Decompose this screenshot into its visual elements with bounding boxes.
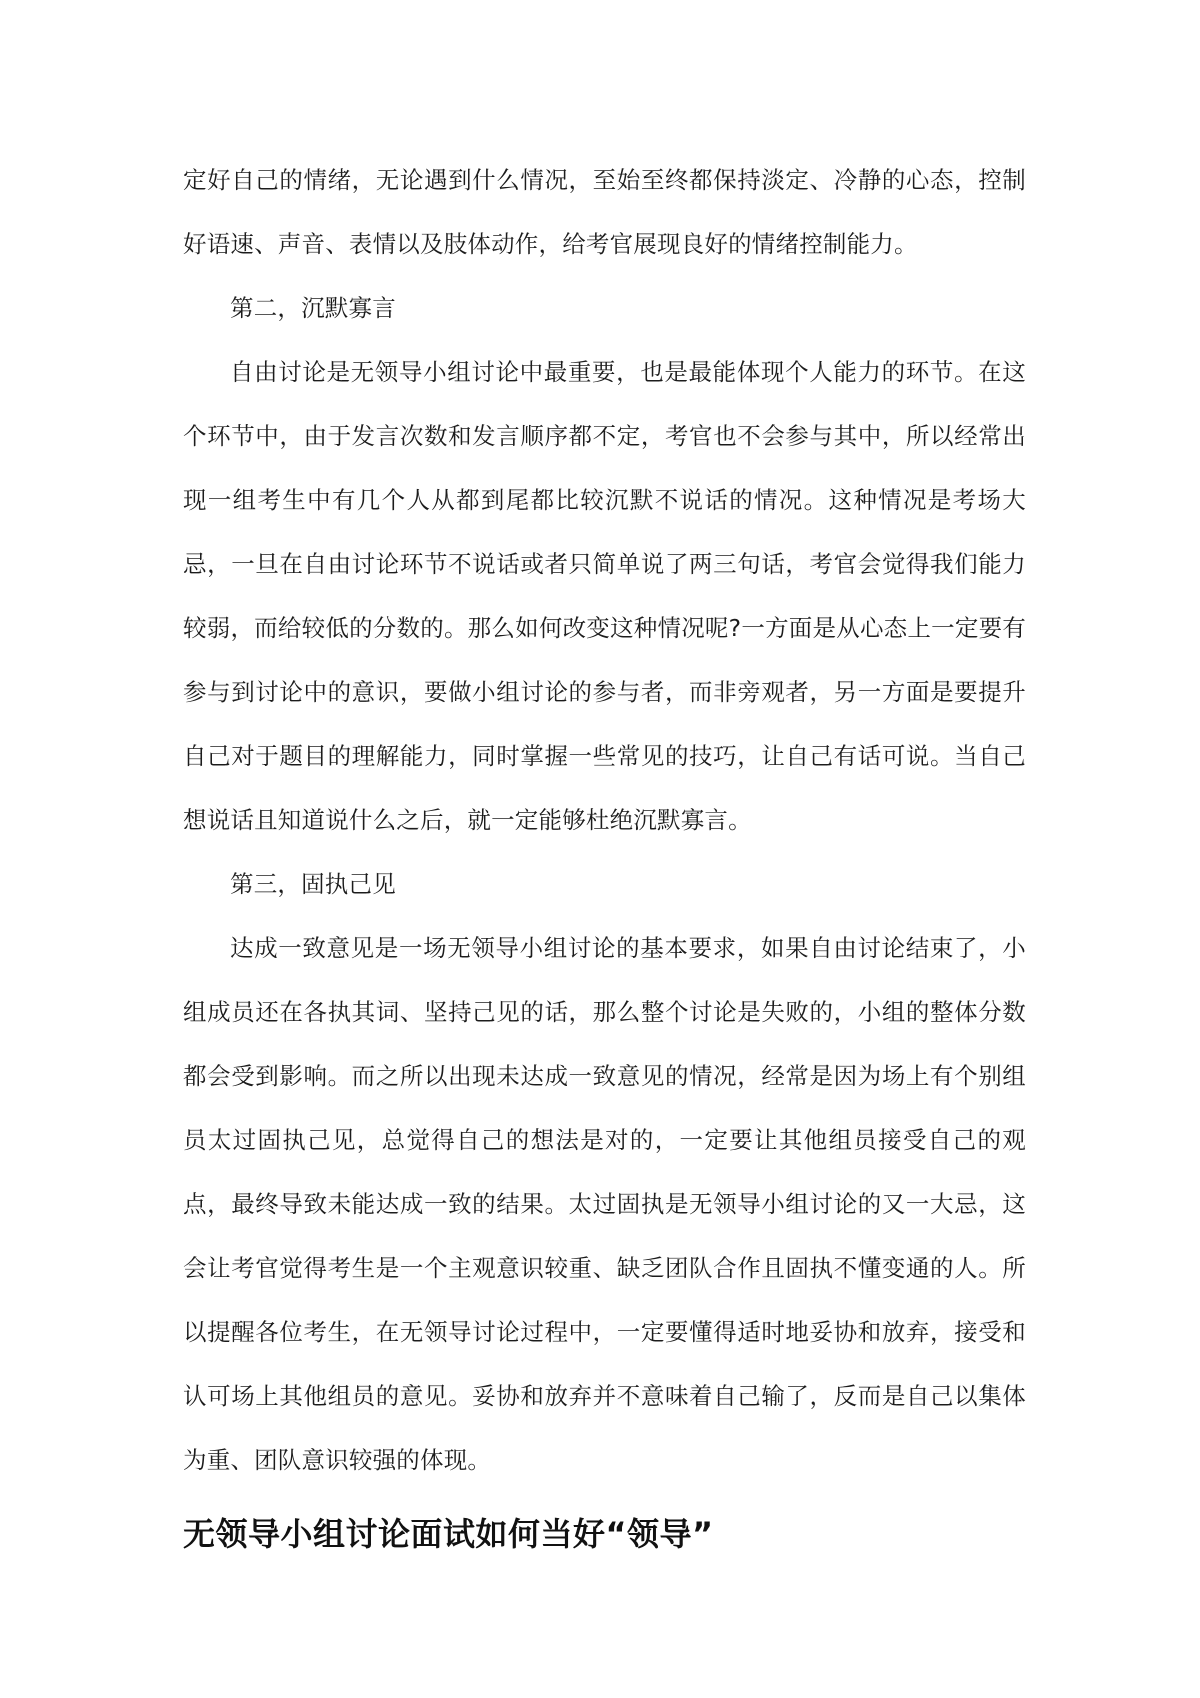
section-heading: 无领导小组讨论面试如何当好“领导” [183, 1515, 714, 1553]
paragraph-silence: 自由讨论是无领导小组讨论中最重要，也是最能体现个人能力的环节。在这个环节中，由于发言次数和发言顺序都不定，考官也不会参与其中，所以经常出现一组考生中有几个人从都到尾都比较沉默不说话的情况。这种情况是考场大忌，一旦在自由讨论环节不说话或者只简单说了两三句话，考官会觉得我们能力较弱，而给较低的分数的。那么如何改变这种情况呢?一方面是从心态上一定要有参与到讨论中的意识，要做小组讨论的参与者，而非旁观者，另一方面是要提升自己对于题目的理解能力，同时掌握一些常见的技巧，让自己有话可说。当自己想说话且知道说什么之后，就一定能够杜绝沉默寡言。 [183, 358, 1026, 834]
section-subheading-third: 第三，固执己见 [230, 870, 396, 898]
section-subheading-second: 第二，沉默寡言 [230, 294, 396, 322]
paragraph-continuation: 定好自己的情绪，无论遇到什么情况，至始至终都保持淡定、冷静的心态，控制好语速、声音、表情以及肢体动作，给考官展现良好的情绪控制能力。 [183, 166, 1026, 258]
document-body [183, 148, 1026, 1562]
paragraph-stubborn: 达成一致意见是一场无领导小组讨论的基本要求，如果自由讨论结束了，小组成员还在各执其词、坚持己见的话，那么整个讨论是失败的，小组的整体分数都会受到影响。而之所以出现未达成一致意见的情况，经常是因为场上有个别组员太过固执己见，总觉得自己的想法是对的，一定要让其他组员接受自己的观点，最终导致未能达成一致的结果。太过固执是无领导小组讨论的又一大忌，这会让考官觉得考生是一个主观意识较重、缺乏团队合作且固执不懂变通的人。所以提醒各位考生，在无领导讨论过程中，一定要懂得适时地妥协和放弃，接受和认可场上其他组员的意见。妥协和放弃并不意味着自己输了，反而是自己以集体为重、团队意识较强的体现。 [183, 934, 1026, 1474]
